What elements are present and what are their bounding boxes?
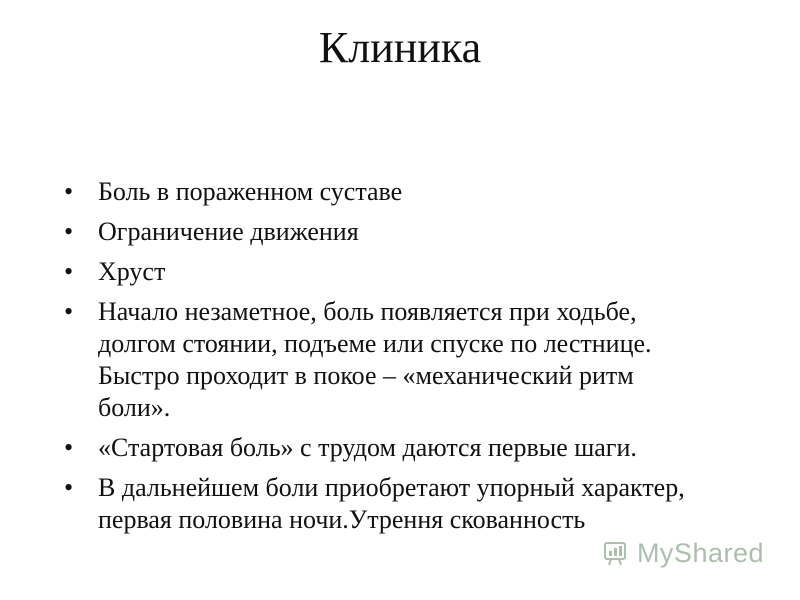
list-item-text: Начало незаметное, боль появляется при ходьбе, долгом стоянии, подъеме или спуске по лестнице. Быстро проходит в покое – «механический ритм боли». xyxy=(98,297,652,422)
watermark-text: MyShared xyxy=(636,537,764,568)
myshared-logo-icon xyxy=(603,539,631,567)
list-item xyxy=(64,472,704,536)
list-item-text: Ограничение движения xyxy=(98,217,359,246)
list-item-text: Боль в пораженном суставе xyxy=(98,177,403,206)
watermark xyxy=(603,536,764,570)
bullet-list xyxy=(64,176,704,544)
bullet-marker: • xyxy=(64,217,74,246)
list-item-text: Хруст xyxy=(98,257,166,286)
slide-title: Клиника xyxy=(318,23,482,72)
bullet-marker: • xyxy=(64,433,74,462)
list-item-text: «Стартовая боль» с трудом даются первые шаги. xyxy=(98,433,637,462)
list-item xyxy=(64,176,704,208)
bullet-marker: • xyxy=(64,257,74,286)
bullet-marker: • xyxy=(64,297,74,326)
bullet-marker: • xyxy=(64,473,74,502)
list-item xyxy=(64,432,704,464)
list-item xyxy=(64,216,704,248)
bullet-marker: • xyxy=(64,177,74,206)
list-item xyxy=(64,296,704,424)
list-item-text: В дальнейшем боли приобретают упорный характер, первая половина ночи.Утрення скованность xyxy=(98,473,685,534)
list-item xyxy=(64,256,704,288)
